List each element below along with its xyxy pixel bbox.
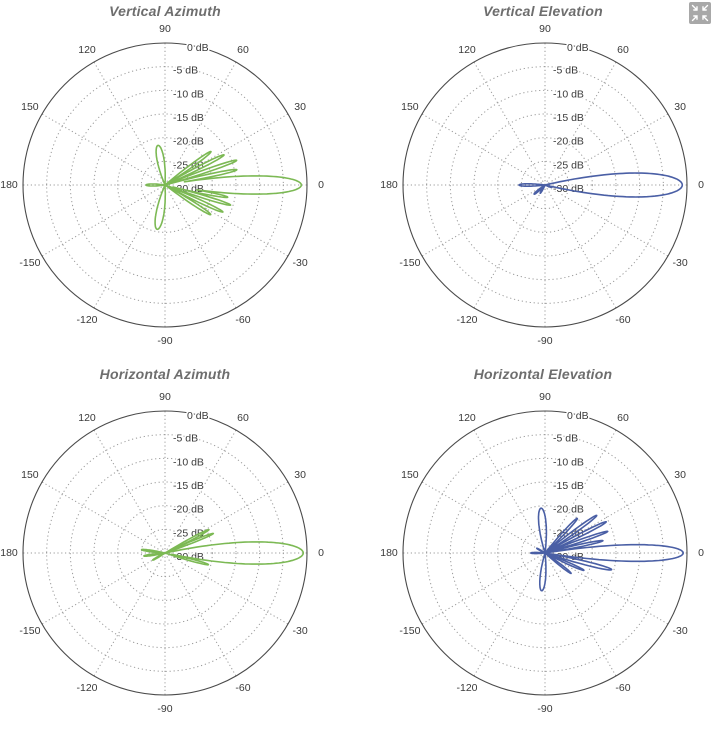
- db-tick-label: -25 dB: [553, 527, 584, 540]
- db-tick-label: -10 dB: [173, 88, 204, 101]
- theta-tick-label: -90: [157, 335, 173, 347]
- db-tick-label: -20 dB: [173, 503, 204, 516]
- db-tick-label: -20 dB: [173, 135, 204, 148]
- db-tick-label: -20 dB: [553, 503, 584, 516]
- polar-spoke: [42, 553, 165, 624]
- theta-tick-label: 30: [674, 101, 686, 113]
- theta-tick-label: 150: [21, 469, 39, 481]
- theta-tick-label: 60: [237, 43, 249, 56]
- theta-tick-label: 30: [674, 469, 686, 481]
- theta-tick-label: -30: [292, 625, 308, 637]
- theta-tick-label: -60: [235, 314, 251, 327]
- polar-spoke: [422, 482, 545, 553]
- plot-title-vertical-azimuth: Vertical Azimuth: [109, 3, 221, 19]
- plot-title-vertical-elevation: Vertical Elevation: [483, 3, 603, 19]
- theta-tick-label: 60: [617, 43, 629, 56]
- theta-tick-label: 30: [294, 101, 306, 113]
- theta-tick-label: 150: [21, 101, 39, 113]
- polar-spoke: [42, 185, 165, 256]
- plot-title-horizontal-azimuth: Horizontal Azimuth: [99, 366, 231, 382]
- db-tick-label: 0 dB: [187, 410, 209, 422]
- radiation-pattern-line: [142, 530, 304, 565]
- db-tick-label: -10 dB: [553, 456, 584, 469]
- radiation-pattern-line: [531, 508, 683, 591]
- polar-plot-vertical-azimuth: [0, 23, 324, 347]
- theta-tick-label: 90: [539, 23, 551, 35]
- theta-tick-label: 120: [458, 43, 476, 56]
- db-tick-label: -10 dB: [173, 456, 204, 469]
- theta-tick-label: 180: [380, 547, 398, 559]
- polar-spoke: [165, 553, 236, 676]
- theta-tick-label: -90: [537, 335, 553, 347]
- theta-tick-label: -90: [157, 703, 173, 715]
- db-tick-label: -30 dB: [173, 551, 204, 563]
- theta-tick-label: 150: [401, 469, 419, 481]
- theta-tick-label: -30: [672, 625, 688, 637]
- polar-plot-horizontal-elevation: [380, 391, 704, 715]
- db-tick-label: -25 dB: [173, 527, 204, 540]
- polar-spoke: [422, 185, 545, 256]
- theta-tick-label: -150: [399, 625, 421, 637]
- theta-tick-label: 0: [318, 179, 324, 191]
- theta-tick-label: 120: [78, 43, 96, 56]
- theta-tick-label: 0: [698, 547, 704, 559]
- theta-tick-label: 0: [698, 179, 704, 191]
- polar-spoke: [42, 114, 165, 185]
- theta-tick-label: 120: [458, 411, 476, 424]
- polar-spoke: [545, 185, 616, 308]
- db-tick-label: 0 dB: [187, 42, 209, 54]
- db-tick-label: -30 dB: [173, 183, 204, 195]
- db-tick-label: -30 dB: [553, 551, 584, 563]
- theta-tick-label: 0: [318, 547, 324, 559]
- db-tick-label: -15 dB: [173, 112, 204, 124]
- theta-tick-label: 60: [617, 411, 629, 424]
- db-tick-label: -15 dB: [553, 112, 584, 124]
- theta-tick-label: -30: [292, 257, 308, 269]
- theta-tick-label: -120: [456, 682, 478, 695]
- db-tick-label: -5 dB: [173, 432, 199, 445]
- db-tick-label: -25 dB: [173, 159, 204, 172]
- theta-tick-label: -60: [615, 314, 631, 327]
- db-tick-label: 0 dB: [567, 410, 589, 422]
- collapse-arrows-glyph: [689, 2, 711, 24]
- theta-tick-label: 60: [237, 411, 249, 424]
- polar-spoke: [42, 482, 165, 553]
- polar-spoke: [422, 114, 545, 185]
- theta-tick-label: -120: [76, 682, 98, 695]
- polar-plot-vertical-elevation: [380, 23, 704, 347]
- theta-tick-label: -30: [672, 257, 688, 269]
- db-tick-label: -5 dB: [553, 64, 579, 77]
- radiation-pattern-line: [146, 145, 301, 229]
- theta-tick-label: -120: [76, 314, 98, 327]
- theta-tick-label: 180: [0, 547, 18, 559]
- theta-tick-label: -150: [399, 257, 421, 269]
- theta-tick-label: -120: [456, 314, 478, 327]
- polar-spoke: [422, 553, 545, 624]
- collapse-icon[interactable]: [689, 2, 711, 24]
- theta-tick-label: 180: [0, 179, 18, 191]
- theta-tick-label: 90: [539, 391, 551, 403]
- theta-tick-label: -60: [615, 682, 631, 695]
- theta-tick-label: 30: [294, 469, 306, 481]
- theta-tick-label: -60: [235, 682, 251, 695]
- plot-title-horizontal-elevation: Horizontal Elevation: [473, 366, 613, 382]
- db-tick-label: -15 dB: [553, 480, 584, 492]
- radiation-pattern-line: [519, 173, 682, 197]
- db-tick-label: -5 dB: [173, 64, 199, 77]
- theta-tick-label: -150: [19, 625, 41, 637]
- theta-tick-label: 180: [380, 179, 398, 191]
- polar-spoke: [545, 553, 616, 676]
- theta-tick-label: 120: [78, 411, 96, 424]
- db-tick-label: -15 dB: [173, 480, 204, 492]
- theta-tick-label: 150: [401, 101, 419, 113]
- db-tick-label: -10 dB: [553, 88, 584, 101]
- db-tick-label: -5 dB: [553, 432, 579, 445]
- db-tick-label: 0 dB: [567, 42, 589, 54]
- polar-plot-horizontal-azimuth: [0, 391, 324, 715]
- theta-tick-label: -90: [537, 703, 553, 715]
- db-tick-label: -30 dB: [553, 183, 584, 195]
- theta-tick-label: 90: [159, 391, 171, 403]
- db-tick-label: -20 dB: [553, 135, 584, 148]
- theta-tick-label: -150: [19, 257, 41, 269]
- db-tick-label: -25 dB: [553, 159, 584, 172]
- theta-tick-label: 90: [159, 23, 171, 35]
